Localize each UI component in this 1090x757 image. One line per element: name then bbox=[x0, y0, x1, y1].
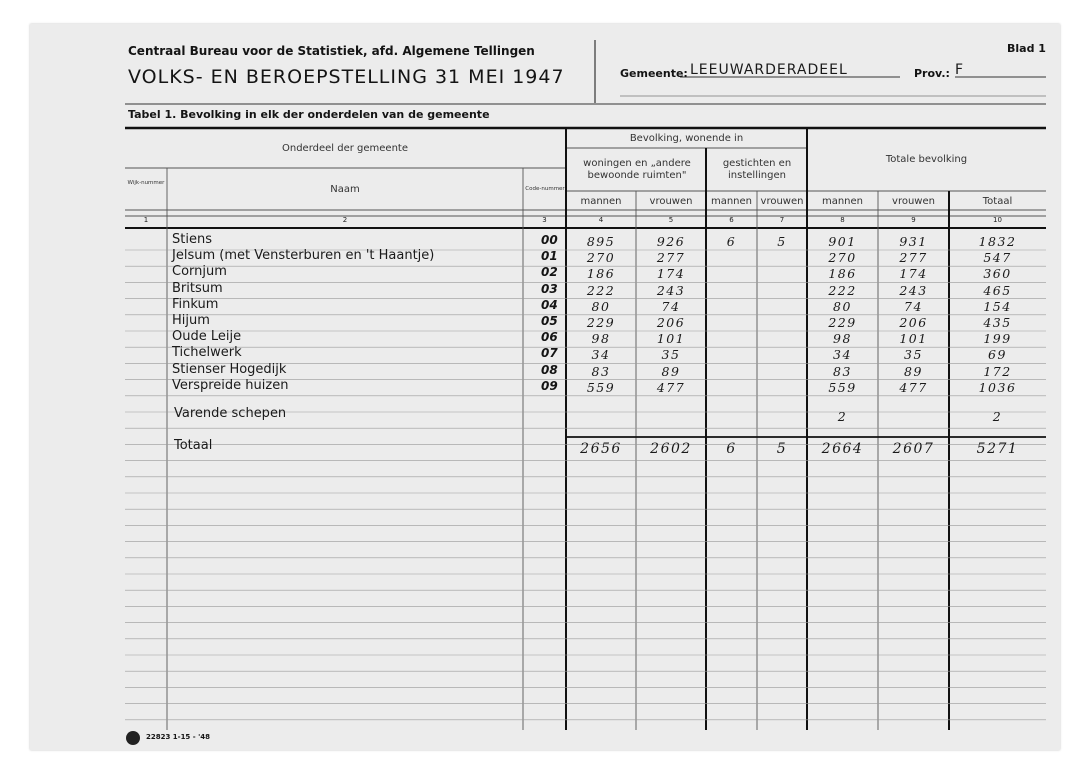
row-value-t-m: 222 bbox=[828, 282, 857, 298]
row-value-t-v: 243 bbox=[899, 282, 928, 298]
header-mannen-4: mannen bbox=[580, 196, 622, 207]
row-value-w-v: 89 bbox=[661, 363, 681, 379]
row-value-t: 154 bbox=[983, 298, 1012, 314]
row-value-w-v: 206 bbox=[656, 315, 686, 330]
row-value-t-v: 931 bbox=[899, 234, 928, 249]
column-number-5: 5 bbox=[668, 216, 674, 224]
header-vrouwen-7: vrouwen bbox=[760, 196, 804, 207]
row-value-t-m: 80 bbox=[833, 298, 852, 314]
column-number-1: 1 bbox=[143, 216, 149, 224]
header-gestichten: gestichten en instellingen bbox=[722, 158, 792, 181]
total-woningen-mannen: 2656 bbox=[580, 441, 622, 457]
province-value: F bbox=[955, 62, 964, 78]
row-value-w-m: 229 bbox=[586, 315, 616, 330]
row-value-w-v: 243 bbox=[656, 282, 686, 298]
row-value-w-v: 477 bbox=[656, 379, 686, 395]
header-woningen: woningen en „andere bewoonde ruimten" bbox=[583, 158, 691, 181]
column-number-4: 4 bbox=[598, 216, 604, 224]
row-naam: Britsum bbox=[172, 280, 223, 296]
row-naam: Stiens bbox=[172, 232, 212, 247]
row-value-t: 547 bbox=[983, 250, 1012, 266]
table-caption: Tabel 1. Bevolking in elk der onderdelen van de gemeente bbox=[128, 108, 490, 121]
row-code: 00 bbox=[541, 233, 558, 247]
column-number-8: 8 bbox=[840, 216, 845, 224]
row-code: 02 bbox=[541, 265, 558, 280]
row-naam: Jelsum (met Vensterburen en 't Haantje) bbox=[172, 248, 435, 264]
printer-logo-icon bbox=[126, 731, 140, 745]
column-number-9: 9 bbox=[911, 216, 916, 224]
row-value-t-v: 101 bbox=[899, 331, 928, 347]
province-label: Prov.: bbox=[914, 67, 950, 80]
total-gestichten-mannen: 6 bbox=[726, 441, 737, 457]
row-value-t-m: 559 bbox=[828, 379, 857, 395]
row-value-w-m: 559 bbox=[586, 379, 616, 395]
varende-totaal-mannen: 2 bbox=[837, 409, 848, 424]
row-value-w-m: 34 bbox=[591, 347, 611, 363]
row-value-t: 199 bbox=[983, 331, 1012, 347]
row-value-t-m: 229 bbox=[828, 315, 857, 330]
municipality-label: Gemeente: bbox=[620, 67, 688, 80]
row-naam: Verspreide huizen bbox=[172, 377, 289, 393]
row-value-w-v: 101 bbox=[656, 331, 686, 347]
row-code: 04 bbox=[541, 297, 558, 312]
row-value-w-v: 74 bbox=[661, 298, 681, 314]
header-mannen-6: mannen bbox=[710, 196, 753, 207]
header-totale-bevolking: Totale bevolking bbox=[885, 154, 968, 165]
row-value-t-m: 270 bbox=[828, 250, 857, 266]
row-value-w-m: 895 bbox=[586, 234, 616, 249]
row-naam: Cornjum bbox=[172, 264, 227, 280]
row-value-t-v: 35 bbox=[904, 347, 923, 363]
row-value-t-v: 74 bbox=[904, 298, 923, 314]
row-value-t-m: 83 bbox=[833, 363, 852, 379]
row-value-t-m: 98 bbox=[833, 331, 852, 347]
header-code: Code-nummer bbox=[525, 186, 565, 192]
total-label: Totaal bbox=[174, 438, 213, 453]
bureau-name: Centraal Bureau voor de Statistiek, afd. Algemene Tellingen bbox=[128, 44, 535, 58]
row-code: 01 bbox=[541, 249, 558, 264]
row-value-w-m: 80 bbox=[591, 298, 611, 314]
row-value-t-v: 89 bbox=[904, 363, 923, 379]
form-title: VOLKS- EN BEROEPSTELLING 31 MEI 1947 bbox=[128, 66, 565, 88]
row-value-g-v: 5 bbox=[777, 234, 787, 249]
row-value-w-m: 83 bbox=[591, 363, 611, 379]
row-value-w-v: 35 bbox=[661, 347, 681, 363]
column-number-7: 7 bbox=[779, 216, 785, 224]
row-value-t-v: 174 bbox=[899, 266, 928, 282]
column-number-2: 2 bbox=[342, 216, 348, 224]
row-value-w-m: 98 bbox=[591, 331, 611, 347]
varende-totaal: 2 bbox=[992, 409, 1003, 424]
header-mannen-8: mannen bbox=[821, 196, 864, 207]
header-onderdeel: Onderdeel der gemeente bbox=[281, 143, 408, 154]
row-naam: Stienser Hogedijk bbox=[172, 361, 287, 377]
header-totaal-10: Totaal bbox=[982, 196, 1013, 207]
row-value-w-m: 222 bbox=[586, 282, 616, 298]
row-value-t-v: 477 bbox=[899, 379, 928, 395]
row-value-t-m: 34 bbox=[833, 347, 852, 363]
row-value-w-v: 926 bbox=[656, 234, 686, 249]
row-naam: Tichelwerk bbox=[172, 345, 242, 361]
row-code: 03 bbox=[541, 281, 558, 296]
row-value-w-m: 270 bbox=[586, 250, 616, 266]
header-vrouwen-5: vrouwen bbox=[649, 196, 693, 207]
row-value-t: 1832 bbox=[978, 234, 1017, 249]
varende-naam: Varende schepen bbox=[174, 406, 287, 421]
row-value-t: 69 bbox=[988, 347, 1007, 363]
header-bevolking-wonende: Bevolking, wonende in bbox=[629, 133, 744, 144]
header-wijk: Wijk-nummer bbox=[127, 180, 165, 186]
row-value-t-v: 206 bbox=[899, 315, 928, 330]
total-totaal-vrouwen: 2607 bbox=[892, 441, 935, 457]
row-value-t-m: 901 bbox=[828, 234, 857, 249]
row-value-t: 435 bbox=[983, 315, 1012, 330]
row-code: 09 bbox=[541, 378, 558, 393]
header-vrouwen-9: vrouwen bbox=[892, 196, 935, 207]
row-value-t: 360 bbox=[983, 266, 1012, 282]
column-number-10: 10 bbox=[993, 216, 1002, 224]
row-naam: Finkum bbox=[172, 296, 219, 312]
row-value-g-m: 6 bbox=[726, 234, 737, 249]
row-naam: Hijum bbox=[172, 313, 210, 328]
total-gestichten-vrouwen: 5 bbox=[776, 441, 788, 457]
total-totaal: 5271 bbox=[976, 441, 1019, 457]
row-value-t: 172 bbox=[983, 363, 1012, 379]
form-print-number: 22823 1-15 - '48 bbox=[146, 733, 210, 741]
row-value-w-v: 174 bbox=[656, 266, 686, 282]
row-value-t: 465 bbox=[983, 282, 1012, 298]
row-value-t-m: 186 bbox=[828, 266, 857, 282]
row-value-w-m: 186 bbox=[586, 266, 616, 282]
total-totaal-mannen: 2664 bbox=[821, 441, 864, 457]
column-number-6: 6 bbox=[729, 216, 734, 224]
row-code: 08 bbox=[541, 362, 558, 377]
row-value-t: 1036 bbox=[978, 379, 1017, 395]
row-naam: Oude Leije bbox=[172, 329, 242, 345]
row-code: 07 bbox=[541, 346, 558, 361]
row-value-t-v: 277 bbox=[899, 250, 928, 266]
total-woningen-vrouwen: 2602 bbox=[650, 441, 692, 457]
row-code: 06 bbox=[541, 330, 558, 345]
row-value-w-v: 277 bbox=[656, 250, 686, 266]
municipality-value: LEEUWARDERADEEL bbox=[690, 62, 848, 78]
sheet-number: Blad 1 bbox=[1007, 42, 1046, 55]
header-naam: Naam bbox=[330, 184, 360, 195]
row-code: 05 bbox=[541, 314, 558, 328]
column-number-3: 3 bbox=[542, 216, 547, 224]
